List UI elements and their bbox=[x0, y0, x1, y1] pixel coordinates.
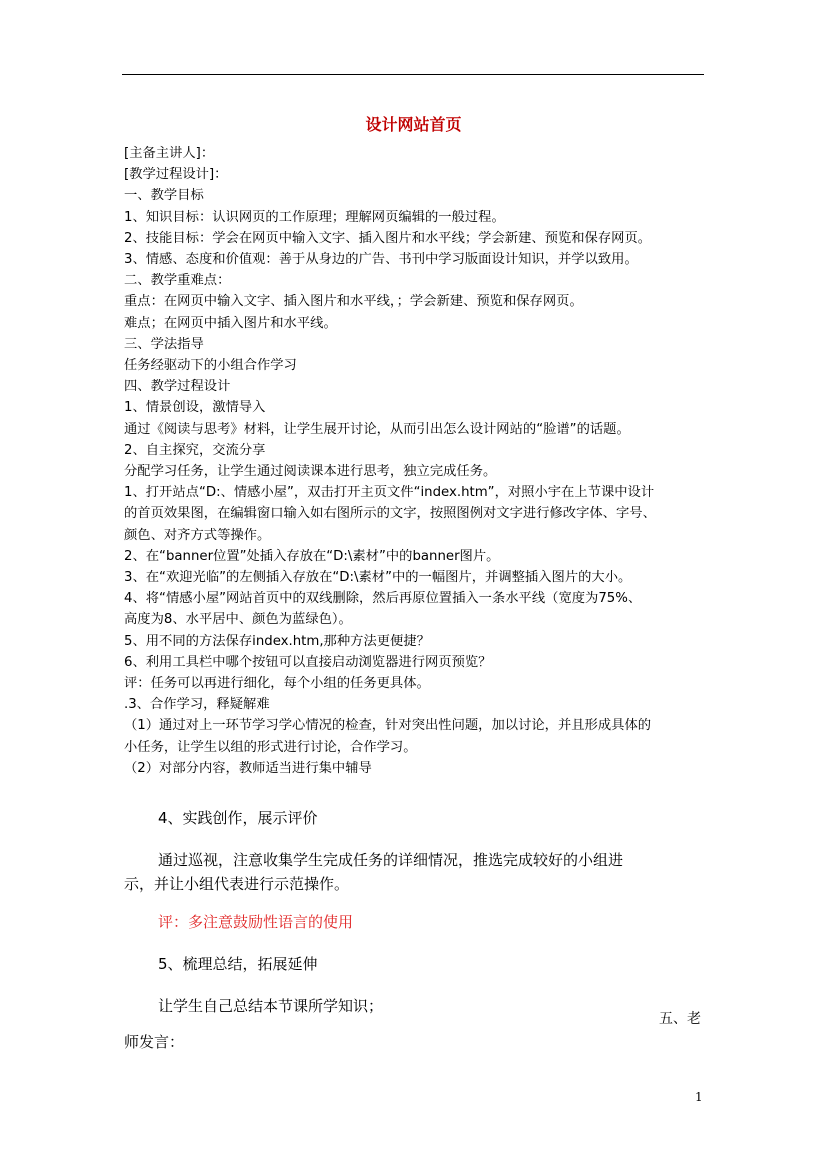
section-4-paragraph-1: 通过巡视，注意收集学生完成任务的详细情况，推选完成较好的小组进 bbox=[158, 851, 624, 869]
text-line: 评：任务可以再进行细化，每个小组的任务更具体。 bbox=[124, 676, 430, 691]
text-line: 颜色、对齐方式等操作。 bbox=[124, 527, 271, 543]
section-4-paragraph-2: 示，并让小组代表进行示范操作。 bbox=[124, 875, 350, 893]
text-line: 3、情感、态度和价值观：善于从身边的广告、书刊中学习版面设计知识，并学以致用。 bbox=[124, 252, 638, 267]
text-line: [主备主讲人]： bbox=[124, 146, 215, 161]
page-number: 1 bbox=[695, 1090, 703, 1104]
text-line: 1、情景创设，激情导入 bbox=[124, 400, 266, 416]
section-5-paragraph-2: 师发言： bbox=[124, 1033, 185, 1051]
text-line: 任务经驱动下的小组合作学习 bbox=[124, 358, 297, 373]
text-line: 重点：在网页中输入文字、插入图片和水平线，；学会新建、预览和保存网页。 bbox=[124, 294, 583, 310]
text-line: 通过《阅读与思考》材料，让学生展开讨论，从而引出怎么设计网站的“脸谱”的话题。 bbox=[124, 421, 630, 437]
text-line: 2、在“banner位置”处插入存放在“D:\素材”中的banner图片。 bbox=[124, 548, 500, 564]
section-5-heading: 5、梳理总结，拓展延伸 bbox=[158, 955, 318, 973]
text-line: 6、利用工具栏中哪个按钮可以直接启动浏览器进行网页预览？ bbox=[124, 654, 492, 670]
text-line: （2）对部分内容，教师适当进行集中辅导 bbox=[124, 760, 372, 776]
text-line: 一、教学目标 bbox=[124, 188, 204, 204]
text-line: 的首页效果图，在编辑窗口输入如右图所示的文字，按照图例对文字进行修改字体、字号、 bbox=[124, 506, 656, 522]
text-line: 5、用不同的方法保存index.htm,那种方法更便捷？ bbox=[124, 633, 430, 649]
text-line: 三、学法指导 bbox=[124, 336, 204, 352]
text-line: .3、合作学习，释疑解难 bbox=[124, 697, 270, 713]
section-5-right-fragment: 五、老 bbox=[659, 1011, 701, 1027]
text-line: （1）通过对上一环节学习学心情况的检查，针对突出性问题，加以讨论，并且形成具体的 bbox=[124, 718, 652, 734]
text-line: 3、在“欢迎光临”的左侧插入存放在“D:\素材”中的一幅图片，并调整插入图片的大小。 bbox=[124, 570, 632, 585]
text-line: 2、技能目标：学会在网页中输入文字、插入图片和水平线；学会新建、预览和保存网页。 bbox=[124, 230, 652, 246]
text-line: 小任务，让学生以组的形式进行讨论，合作学习。 bbox=[124, 739, 417, 755]
text-line: 1、知识目标：认识网页的工作原理；理解网页编辑的一般过程。 bbox=[124, 209, 505, 225]
text-line: 1、打开站点“D:、情感小屋”，双击打开主页文件“index.htm”，对照小宇在上节课中设计 bbox=[124, 485, 655, 501]
text-line: 2、自主探究，交流分享 bbox=[124, 442, 266, 458]
text-line: 二、教学重难点： bbox=[124, 273, 231, 289]
text-line: 高度为8、水平居中、颜色为蓝绿色）。 bbox=[124, 612, 352, 628]
text-line: 分配学习任务，让学生通过阅读课本进行思考，独立完成任务。 bbox=[124, 464, 497, 479]
section-4-heading: 4、实践创作，展示评价 bbox=[158, 809, 318, 827]
text-line: [教学过程设计]： bbox=[124, 167, 228, 183]
section-5-paragraph-1: 让学生自己总结本节课所学知识； bbox=[158, 997, 384, 1015]
text-line: 难点；在网页中插入图片和水平线。 bbox=[124, 315, 337, 331]
text-line: 4、将“情感小屋”网站首页中的双线删除，然后再原位置插入一条水平线（宽度为75%、 bbox=[124, 591, 642, 607]
text-line: 四、教学过程设计 bbox=[124, 379, 231, 395]
page-title: 设计网站首页 bbox=[365, 115, 462, 134]
header-rule bbox=[122, 74, 704, 75]
comment-red: 评：多注意鼓励性语言的使用 bbox=[158, 913, 354, 931]
